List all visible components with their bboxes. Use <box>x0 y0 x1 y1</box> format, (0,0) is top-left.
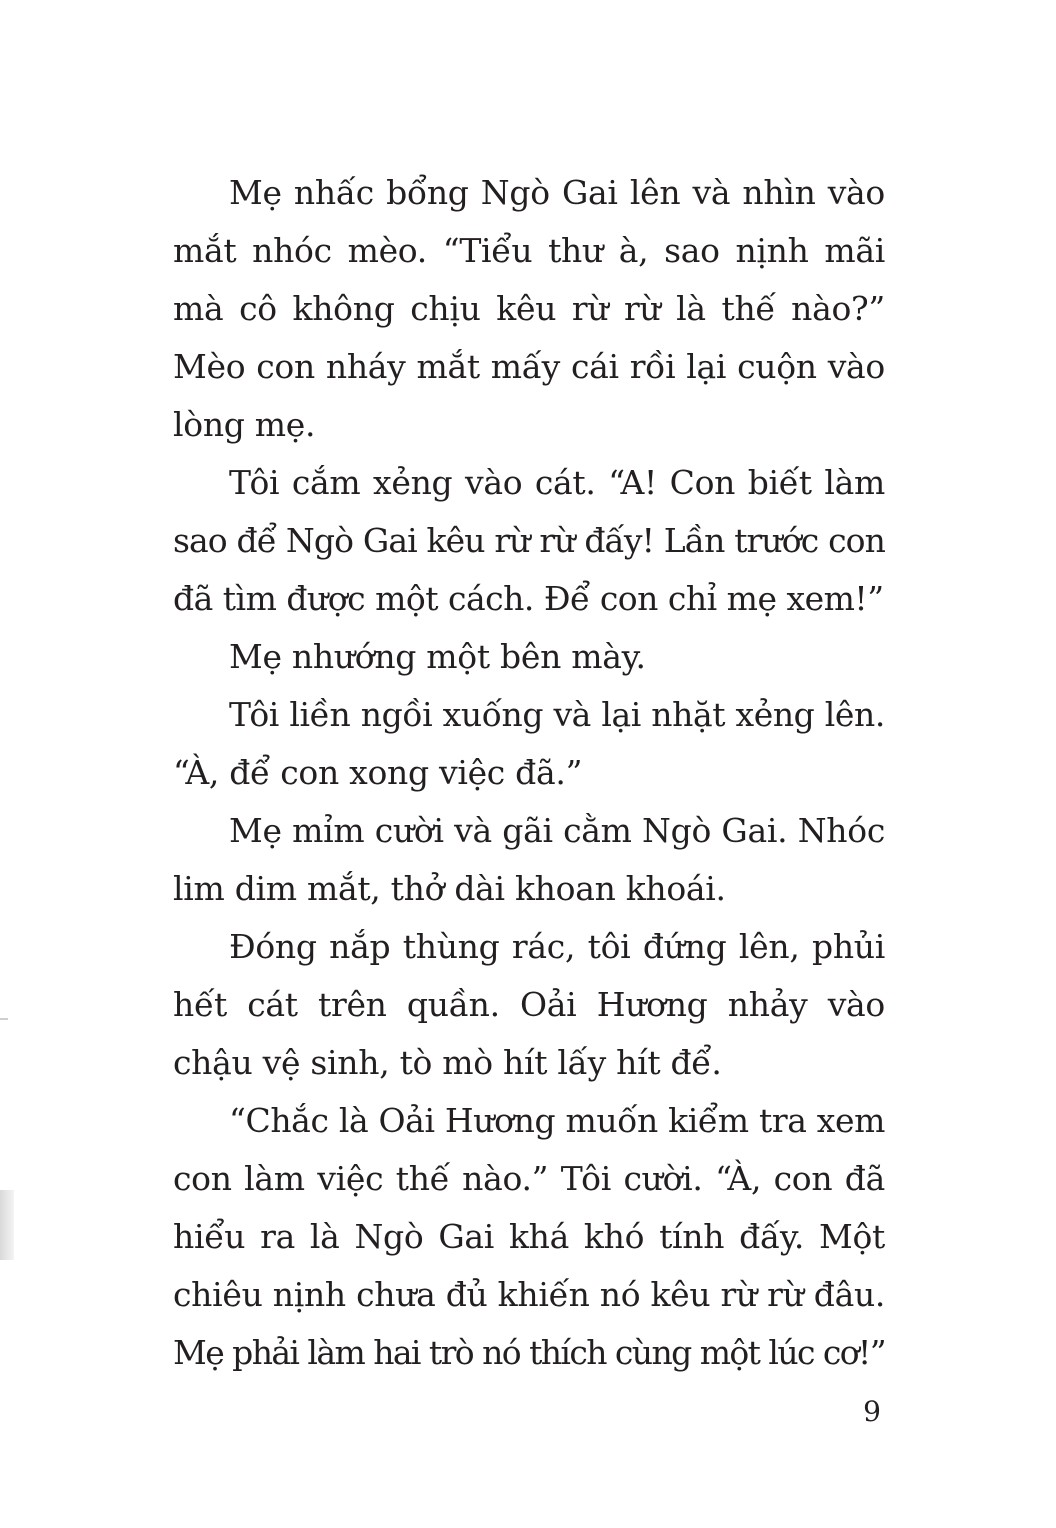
scan-edge-mark <box>0 1018 8 1020</box>
text-line: mà cô không chịu kêu rừ rừ là thế nào?” <box>173 289 885 328</box>
text-line: Mẹ nhấc bổng Ngò Gai lên và nhìn vào <box>229 173 885 212</box>
paragraph <box>173 628 885 686</box>
text-line: “Chắc là Oải Hương muốn kiểm tra xem <box>229 1101 885 1140</box>
paragraph <box>173 164 885 454</box>
text-line: chậu vệ sinh, tò mò hít lấy hít để. <box>173 1043 722 1082</box>
page-number: 9 <box>863 1395 881 1428</box>
text-line: mắt nhóc mèo. “Tiểu thư à, sao nịnh mãi <box>173 231 885 270</box>
text-line: Mèo con nháy mắt mấy cái rồi lại cuộn vào <box>173 347 885 386</box>
paragraph <box>173 802 885 918</box>
text-line: lòng mẹ. <box>173 405 316 444</box>
body-text <box>173 164 885 1382</box>
text-line: “À, để con xong việc đã.” <box>173 753 583 792</box>
text-line: Đóng nắp thùng rác, tôi đứng lên, phủi <box>229 927 885 966</box>
text-line: Mẹ mỉm cười và gãi cằm Ngò Gai. Nhóc <box>229 811 885 850</box>
paragraph <box>173 454 885 628</box>
text-line: Mẹ nhướng một bên mày. <box>229 637 646 676</box>
text-line: con làm việc thế nào.” Tôi cười. “À, con đã <box>173 1159 885 1198</box>
text-line: Tôi cắm xẻng vào cát. “A! Con biết làm <box>229 463 885 502</box>
text-line: chiêu nịnh chưa đủ khiến nó kêu rừ rừ đâu. <box>173 1275 886 1314</box>
scan-edge-mark <box>0 1190 14 1260</box>
text-line: lim dim mắt, thở dài khoan khoái. <box>173 869 726 908</box>
text-line: hết cát trên quần. Oải Hương nhảy vào <box>173 985 885 1024</box>
paragraph <box>173 918 885 1092</box>
text-line: sao để Ngò Gai kêu rừ rừ đấy! Lần trước con <box>173 521 885 560</box>
paragraph <box>173 1092 885 1382</box>
text-line: Mẹ phải làm hai trò nó thích cùng một lúc cơ!” <box>173 1333 885 1372</box>
paragraph <box>173 686 885 802</box>
text-line: đã tìm được một cách. Để con chỉ mẹ xem!” <box>173 579 884 618</box>
text-line: hiểu ra là Ngò Gai khá khó tính đấy. Một <box>173 1217 885 1256</box>
text-line: Tôi liền ngồi xuống và lại nhặt xẻng lên. <box>229 695 885 734</box>
